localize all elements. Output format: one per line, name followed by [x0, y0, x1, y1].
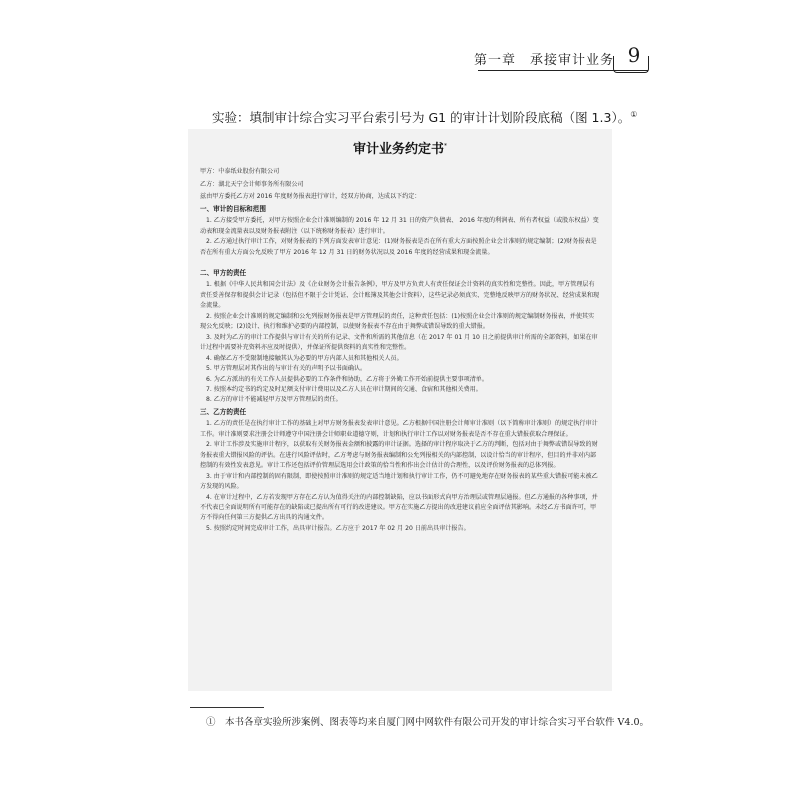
section2-item: 7. 按照本约定书的约定及时足额支付审计费用以及乙方人员在审计期间的交通、食宿和其他相关费用。: [206, 385, 482, 393]
section2-item: 4. 确保乙方不受限制地接触其认为必要的甲方内部人员和其他相关人员。: [206, 354, 403, 362]
section2-item: 5. 甲方管理层对其作出的与审计有关的声明予以书面确认。: [206, 365, 367, 373]
section2-item: 1. 根据《中华人民共和国会计法》及《企业财务会计报告条例》，甲方及甲方负责人有责任保证会计资料的真实性和完整性。因此，甲方管理层有责任妥善保存和提供会计记录（包括但不限于会计凭证、会计账簿及其他会计资料），这些记录必须真实、完整地反映甲方的财务状况、经营成果和现金流量。: [200, 281, 600, 310]
section2-item: 6. 为乙方派出的有关工作人员提供必要的工作条件和协助，乙方将于外勤工作开始前提供主要事项清单。: [206, 375, 488, 383]
agreement-title-text: 审计业务约定书: [352, 142, 444, 157]
preamble: 兹由甲方委托乙方对 2016 年度财务报表进行审计，经双方协商，达成以下约定：: [200, 193, 421, 201]
page-number: 9: [627, 43, 641, 67]
section2-item: 3. 及时为乙方的审计工作提供与审计有关的所有记录、文件和所需的其他信息（在 2017 年 01 月 10 日之前提供审计所需的全部资料，如果在审计过程中需要补充资料亦应及时提供），并保证所提供资料的真实性和完整性。: [200, 333, 598, 352]
footnote: [206, 714, 649, 728]
experiment-intro: [212, 108, 637, 126]
footnote-text: 本书各章实验所涉案例、图表等均来自厦门网中网软件有限公司开发的审计综合实习平台软件 V4.0。: [225, 717, 650, 728]
footnote-mark: ①: [206, 717, 216, 728]
agreement-title: [200, 139, 600, 161]
party-b: 乙方：湖北天宁会计师事务所有限公司: [200, 180, 304, 188]
intro-text: 实验：填制审计综合实习平台索引号为 G1 的审计计划阶段底稿（图 1.3）。: [212, 110, 631, 125]
section2-heading: 二、甲方的责任: [200, 268, 247, 277]
section3-item: 1. 乙方的责任是在执行审计工作的基础上对甲方财务报表发表审计意见。乙方根据中国注册会计师审计准则（以下简称审计准则）的规定执行审计工作。审计准则要求注册会计师遵守中国注册会计师职业道德守则，计划和执行审计工作以对财务报表是否不存在重大错报获取合理保证。: [200, 420, 598, 438]
party-a: 甲方：中泰纸业股份有限公司: [200, 168, 280, 176]
section3-item: 4. 在审计过程中，乙方若发现甲方存在乙方认为值得关注的内部控制缺陷，应以书面形式向甲方治理层或管理层通报。但乙方通报的各种事项，并不代表已全面说明所有可能存在的缺陷或已提出所有可行的改进建议。甲方在实施乙方提出的改进建议前应全面评估其影响。未经乙方书面许可，甲方不得向任何第三方提供乙方出具的沟通文件。: [200, 493, 598, 522]
section2-item: 8. 乙方的审计不能减轻甲方及甲方管理层的责任。: [206, 396, 342, 404]
section1-item: 1. 乙方接受甲方委托，对甲方按照企业会计准则编制的 2016 年 12 月 31 日的资产负债表、 2016 年度的利润表、所有者权益（或股东权益）变动表和现金流量表以及财务报表附注（以下统称财务报表）进行审计。: [200, 217, 599, 235]
section3-item: 5. 按照约定时间完成审计工作，出具审计报告。乙方应于 2017 年 02 月 20 日前出具审计报告。: [206, 524, 470, 532]
agreement-scan-figure: [188, 129, 612, 691]
section3-heading: 三、乙方的责任: [200, 407, 247, 416]
agreement-title-mark: *: [444, 142, 447, 150]
footnote-rule: [190, 707, 264, 708]
section3-item: 3. 由于审计和内部控制的固有限制，即使按照审计准则的规定适当地计划和执行审计工作，仍不可避免地存在财务报表的某些重大错报可能未被乙方发现的风险。: [200, 472, 598, 491]
chapter-header: 第一章 承接审计业务: [473, 53, 614, 68]
section2-item: 2. 按照企业会计准则的规定编制和公允列报财务报表是甲方管理层的责任，这种责任包括：(1)按照企业会计准则的规定编制财务报表，并使其实现公允反映；(2)设计、执行和维护必要的内部控制，以使财务报表不存在由于舞弊或错误导致的重大错报。: [200, 312, 595, 331]
intro-footnote-mark: ①: [630, 109, 638, 119]
section1-item: 2. 乙方通过执行审计工作，对财务报表的下列方面发表审计意见：(1)财务报表是否在所有重大方面按照企业会计准则的规定编制；(2)财务报表是否在所有重大方面公允反映了甲方 2016 年 12 月 31 日的财务状况以及 2016 年度的经营成果和现金流量。: [200, 238, 597, 256]
header-rule: [478, 70, 648, 71]
section3-item: 2. 审计工作涉及实施审计程序，以获取有关财务报表金额和披露的审计证据。选择的审计程序取决于乙方的判断，包括对由于舞弊或错误导致的财务报表重大错报风险的评估。在进行风险评估时，乙方考虑与财务报表编制和公允列报相关的内部控制，以设计恰当的审计程序，但目的并非对内部控制的有效性发表意见。审计工作还包括评价管理层选用会计政策的恰当性和作出会计估计的合理性，以及评价财务报表的总体列报。: [200, 441, 598, 470]
section1-heading: 一、审计的目标和范围: [200, 204, 266, 213]
